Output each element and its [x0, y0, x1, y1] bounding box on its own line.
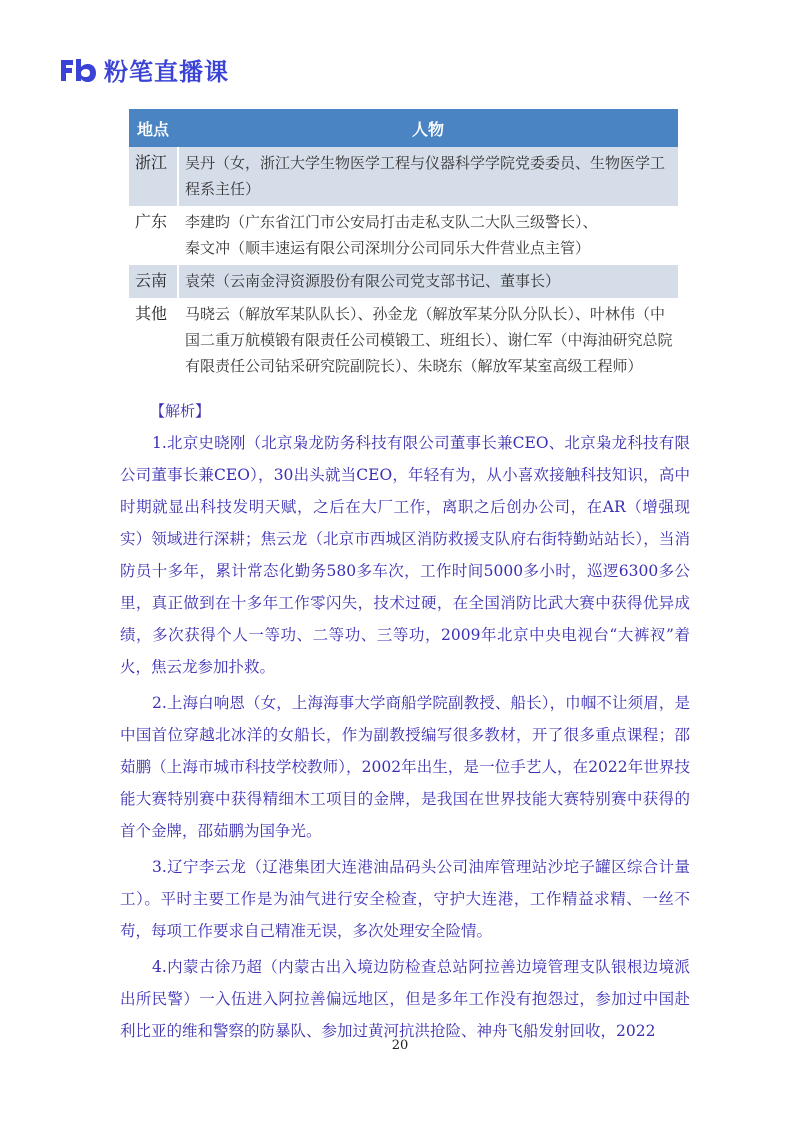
- analysis-heading: 【解析】: [150, 402, 211, 420]
- people-line: 秦文冲（顺丰速运有限公司深圳分公司同乐大件营业点主管）: [185, 239, 591, 257]
- analysis-paragraph: 3.辽宁李云龙（辽港集团大连港油品码头公司油库管理站沙坨子罐区综合计量工）。平时主要工作是为油气进行安全检查，守护大连港，工作精益求精、一丝不苟，每项工作要求自己精准无误，多次处理安全险情。: [120, 858, 690, 940]
- table-row: [129, 298, 678, 383]
- place-cell: 云南: [129, 265, 178, 298]
- logo-text: 粉笔直播课: [104, 58, 229, 86]
- table-row: [129, 206, 678, 265]
- people-table: [129, 109, 678, 383]
- table-header-row: [129, 109, 678, 147]
- place-cell: 浙江: [129, 147, 178, 206]
- brand-logo: [58, 52, 229, 87]
- header-people: 人物: [178, 109, 678, 147]
- place-cell: 广东: [129, 206, 178, 265]
- analysis-section: [120, 400, 690, 1051]
- people-cell: [178, 206, 678, 265]
- page-number: 20: [391, 1038, 409, 1053]
- people-cell: 吴丹（女，浙江大学生物医学工程与仪器科学学院党委委员、生物医学工程系主任）: [178, 147, 678, 206]
- fenbi-logo-icon: [58, 56, 98, 84]
- people-cell: 马晓云（解放军某队队长）、孙金龙（解放军某分队分队长）、叶林伟（中国二重万航模锻有限责任公司模锻工、班组长）、谢仁军（中海油研究总院有限责任公司钻采研究院副院长）、朱晓东（解放军某室高级工程师）: [178, 298, 678, 383]
- people-cell: 袁荣（云南金浔资源股份有限公司党支部书记、董事长）: [178, 265, 678, 298]
- place-cell: 其他: [129, 298, 178, 383]
- analysis-paragraph: 4.内蒙古徐乃超（内蒙古出入境边防检查总站阿拉善边境管理支队银根边境派出所民警）一入伍进入阿拉善偏远地区，但是多年工作没有抱怨过，参加过中国赴利比亚的维和警察的防暴队、参加过黄河抗洪抢险、神舟飞船发射回收，2022: [120, 958, 690, 1040]
- table-row: [129, 265, 678, 298]
- analysis-paragraph: 2.上海白响恩（女，上海海事大学商船学院副教授、船长），巾帼不让须眉，是中国首位穿越北冰洋的女船长，作为副教授编写很多教材，开了很多重点课程；邵茹鹏（上海市城市科技学校教师），2002年出生，是一位手艺人，在2022年世界技能大赛特别赛中获得精细木工项目的金牌，是我国在世界技能大赛特别赛中获得的首个金牌，邵茹鹏为国争光。: [120, 694, 690, 840]
- table-row: [129, 147, 678, 206]
- analysis-paragraph: 1.北京史晓刚（北京枭龙防务科技有限公司董事长兼CEO、北京枭龙科技有限公司董事长兼CEO），30出头就当CEO，年轻有为，从小喜欢接触科技知识，高中时期就显出科技发明天赋，之后在大厂工作，离职之后创办公司，在AR（增强现实）领域进行深耕；焦云龙（北京市西城区消防救援支队府右街特勤站站长），当消防员十多年，累计常态化勤务580多车次，工作时间5000多小时，巡逻6300多公里，真正做到在十多年工作零闪失，技术过硬，在全国消防比武大赛中获得优异成绩，多次获得个人一等功、二等功、三等功，2009年北京中央电视台“大裤衩”着火，焦云龙参加扑救。: [120, 434, 690, 676]
- people-line: 李建昀（广东省江门市公安局打击走私支队二大队三级警长）、: [185, 213, 598, 231]
- header-place: 地点: [129, 109, 178, 147]
